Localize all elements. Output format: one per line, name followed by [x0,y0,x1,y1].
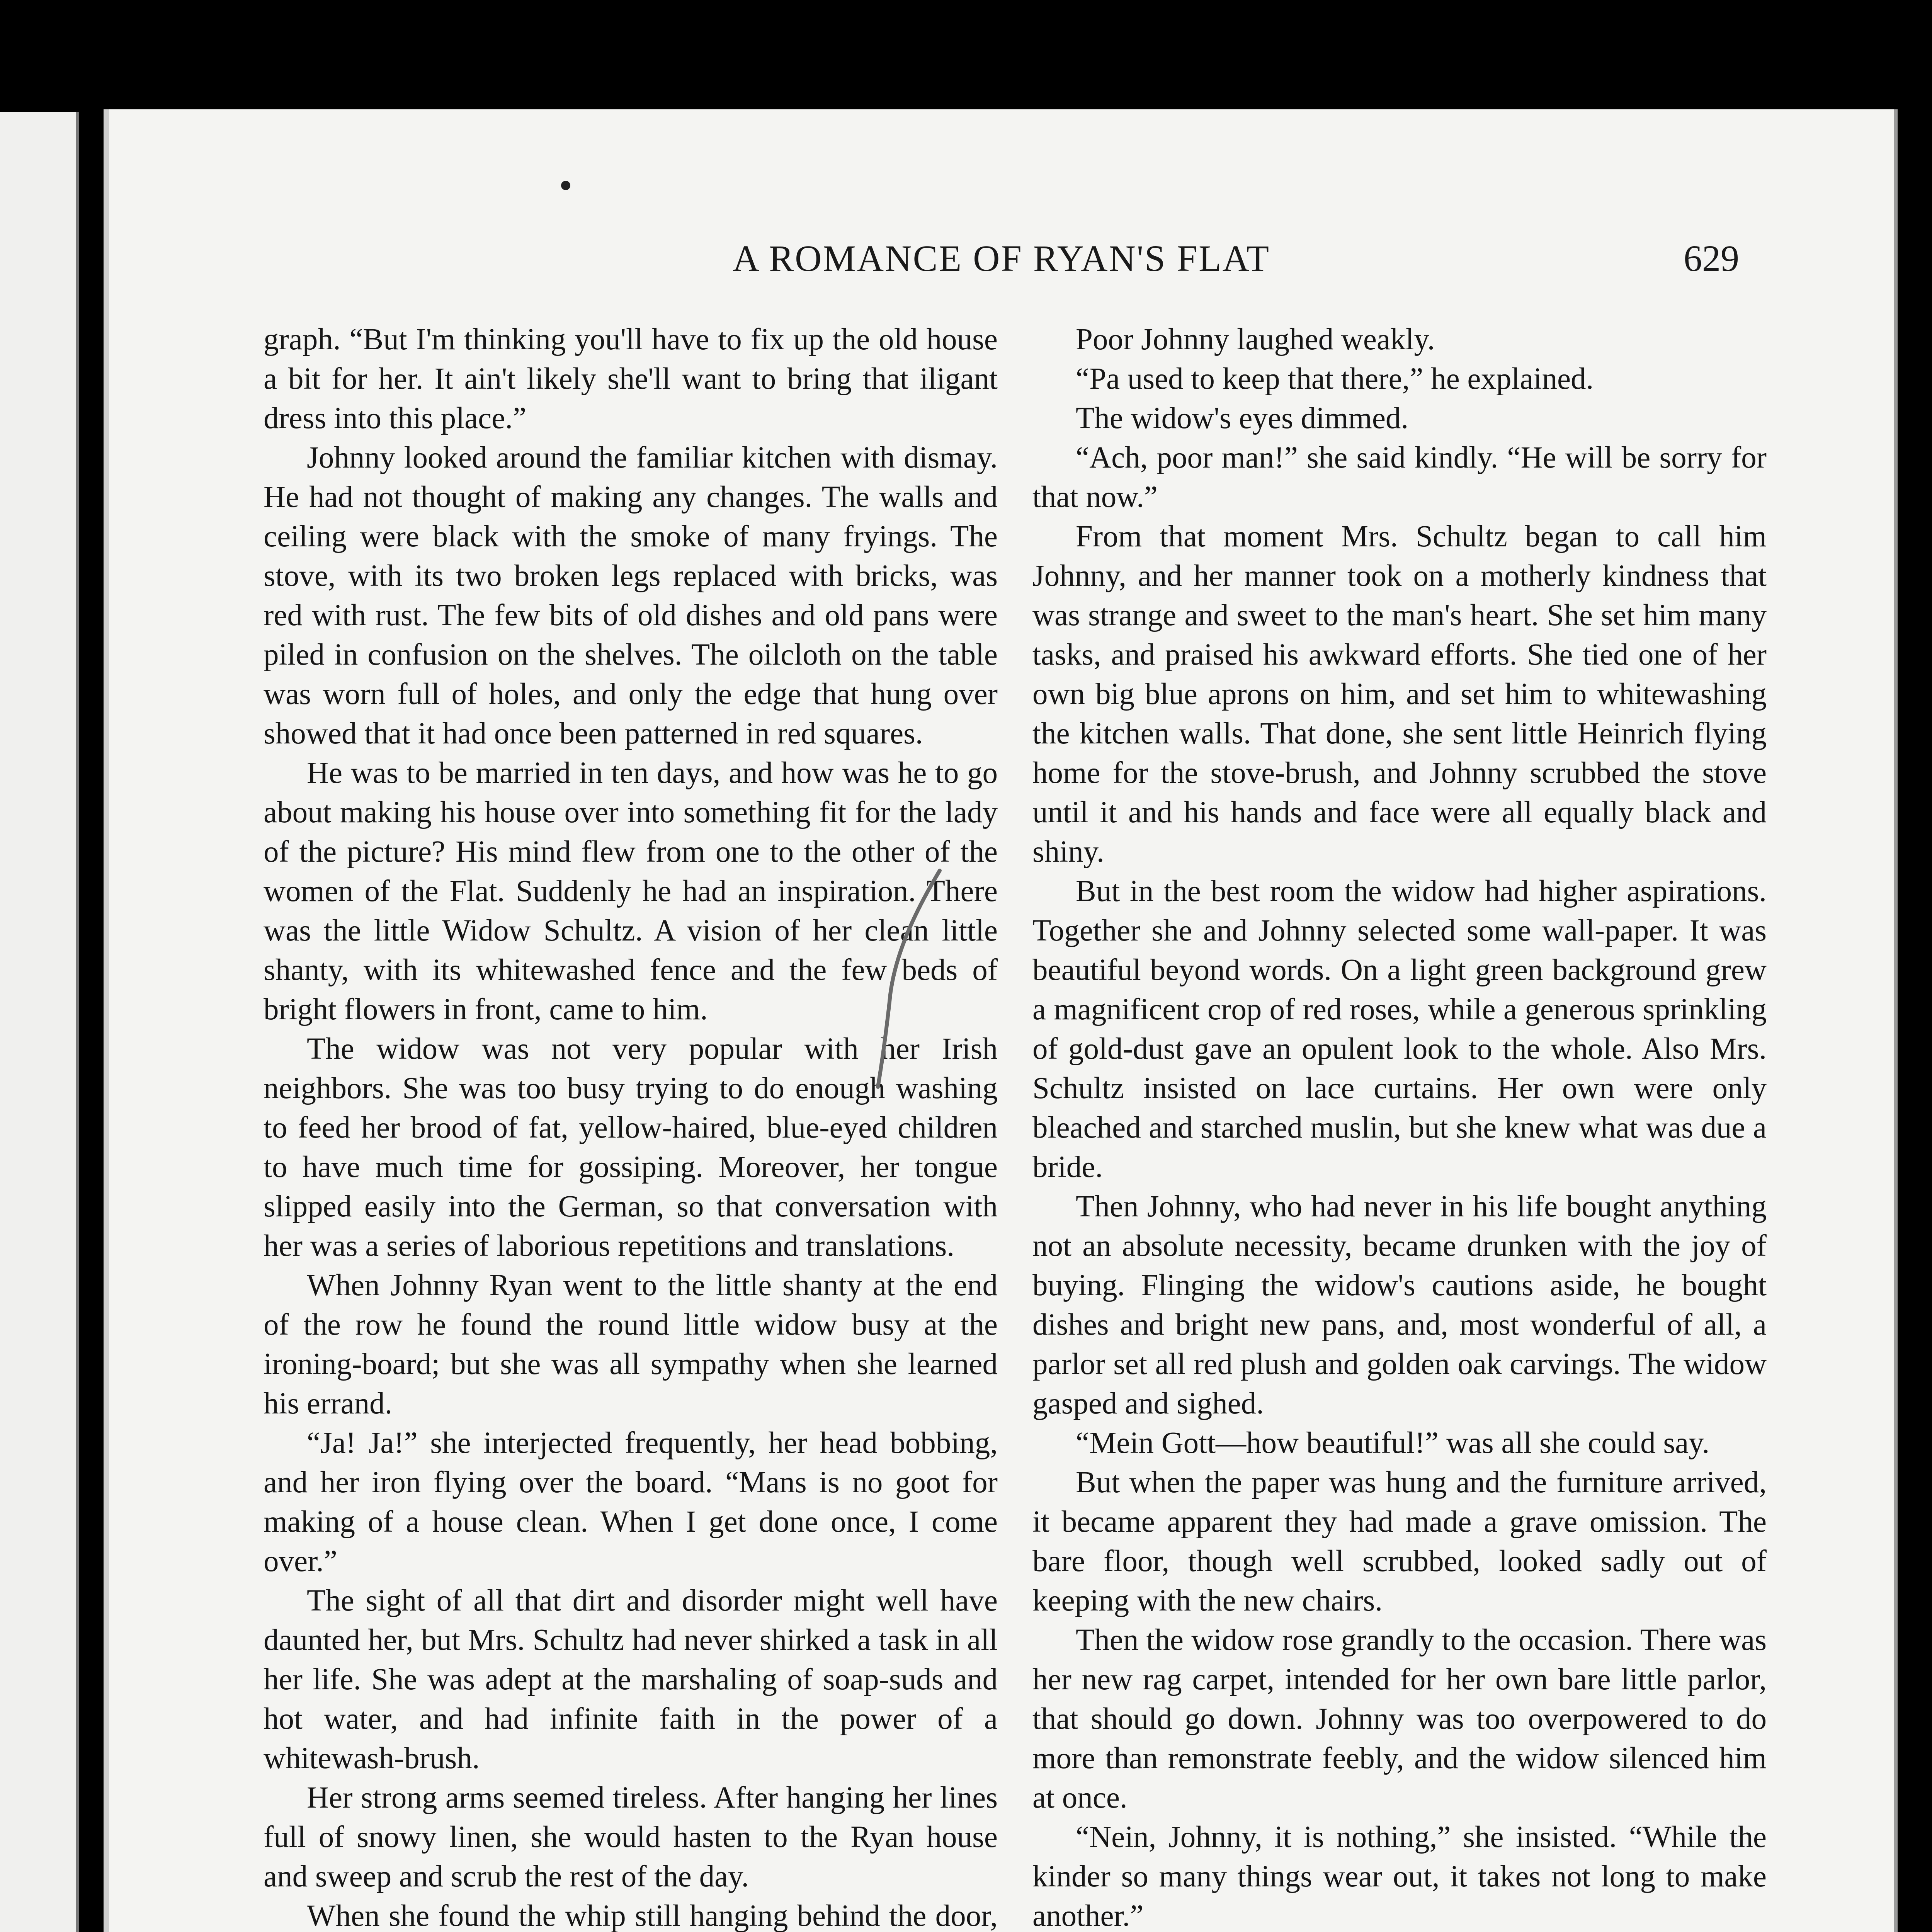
paragraph: The widow was not very popular with her Irish neighbors. She was too busy trying to do enough washing to feed her brood of fat, yellow-haired, blue-eyed children to have much time for gossiping. Moreover, her tongue slipped easily into the German, so that conversation with her was a series of laborious repetitions and translations. [264,1032,998,1263]
paragraph: When she found the whip still hanging behind the door, [307,1899,998,1932]
paragraph: Then the widow rose grandly to the occasion. There was her new rag carpet, intended for her own bare little parlor, that should go down. Johnny was too overpowered to do more than remonstrate feebly, and the widow silenced him at once. [1032,1623,1767,1815]
paragraph: “Pa used to keep that there,” he explained. [1076,362,1594,396]
paragraph: He was to be married in ten days, and how was he to go about making his house over into something fit for the lady of the picture? His mind flew from one to the other of the women of the Flat. Suddenly he had an inspiration. There was the little Widow Schultz. A vision of her clean little shanty, with its whitewashed fence and the few beds of bright flowers in front, came to him. [264,756,998,1026]
paragraph: But when the paper was hung and the furniture arrived, it became apparent they had made a grave omission. The bare floor, though well scrubbed, looked sadly out of keeping with the new chairs. [1032,1466,1767,1617]
magazine-page [104,109,1898,1932]
page-number: 629 [1684,238,1739,279]
paragraph: Poor Johnny laughed weakly. [1076,323,1435,356]
paragraph: But in the best room the widow had higher aspirations. Together she and Johnny selected some wall-paper. It was beautiful beyond words. On a light green background grew a magnificent crop of red roses, while a generous sprinkling of gold-dust gave an opulent look to the whole. Also Mrs. Schultz insisted on lace curtains. Her own were only bleached and starched muslin, but she knew what was due a bride. [1032,874,1767,1184]
adjacent-page-edge [0,112,79,1932]
paragraph: From that moment Mrs. Schultz began to call him Johnny, and her manner took on a motherly kindness that was strange and sweet to the man's heart. She set him many tasks, and praised his awkward efforts. She tied one of her own big blue aprons on him, and set him to whitewashing the kitchen walls. That done, she sent little Heinrich flying home for the stove-brush, and Johnny scrubbed the stove until it and his hands and face were all equally black and shiny. [1032,520,1767,869]
paragraph: “Ach, poor man!” she said kindly. “He will be sorry for that now.” [1032,441,1767,514]
text-column-left [264,320,998,1932]
text-column-right [1032,320,1767,1932]
paragraph: Then Johnny, who had never in his life bought anything not an absolute necessity, became drunken with the joy of buying. Flinging the widow's cautions aside, he bought dishes and bright new pans, and, most wonderful of all, a parlor set all red plush and golden oak carvings. The widow gasped and sighed. [1032,1190,1767,1420]
ink-dot [561,181,570,190]
paragraph: graph. “But I'm thinking you'll have to fix up the old house a bit for her. It ain't likely she'll want to bring that iligant dress into this place.” [264,323,998,435]
paragraph: Johnny looked around the familiar kitchen with dismay. He had not thought of making any changes. The walls and ceiling were black with the smoke of many fryings. The stove, with its two broken legs replaced with bricks, was red with rust. The few bits of old dishes and old pans were piled in confusion on the shelves. The oilcloth on the table was worn full of holes, and only the edge that hung over showed that it had once been patterned in red squares. [264,441,998,750]
paragraph: “Ja! Ja!” she interjected frequently, her head bobbing, and her iron flying over the board. “Mans is no goot for making of a house clean. When I get done once, I come over.” [264,1426,998,1578]
paragraph: “Mein Gott—how beautiful!” was all she could say. [1076,1426,1710,1460]
paragraph: The widow's eyes dimmed. [1076,401,1409,435]
running-title: A ROMANCE OF RYAN'S FLAT [733,238,1270,279]
paragraph: The sight of all that dirt and disorder might well have daunted her, but Mrs. Schultz had never shirked a task in all her life. She was adept at the marshaling of soap-suds and hot water, and had infinite faith in the power of a whitewash-brush. [264,1584,998,1775]
paragraph: Her strong arms seemed tireless. After hanging her lines full of snowy linen, she would hasten to the Ryan house and sweep and scrub the rest of the day. [264,1781,998,1893]
paragraph: “Nein, Johnny, it is nothing,” she insisted. “While the kinder so many things wear out, it takes not long to make another.” [1032,1820,1767,1932]
paragraph: When Johnny Ryan went to the little shanty at the end of the row he found the round little widow busy at the ironing-board; but she was all sympathy when she learned his errand. [264,1269,998,1420]
page-header [264,237,1739,291]
